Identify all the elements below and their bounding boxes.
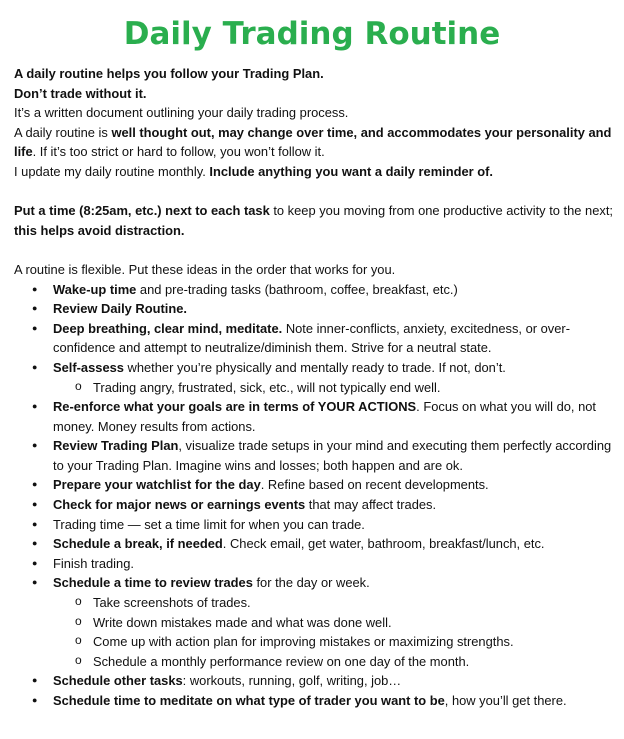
list-item-text: : workouts, running, golf, writing, job… xyxy=(182,673,402,689)
list-item-bold: Check for major news or earnings events xyxy=(53,497,306,513)
list-item xyxy=(14,534,618,554)
sub-list-item: o Schedule a monthly performance review on one day of the month. xyxy=(53,652,618,672)
sub-list-item: o Write down mistakes made and what was done well. xyxy=(53,613,618,633)
intro-line-5-b: Include anything you want a daily reminder of. xyxy=(209,163,494,179)
routine-list xyxy=(14,280,618,711)
list-item xyxy=(14,280,618,300)
sub-list xyxy=(53,593,618,671)
list-item-bold: Deep breathing, clear mind, meditate. xyxy=(53,320,283,336)
time-note-b: to keep you moving from one productive activity to the next; xyxy=(269,203,613,219)
list-item xyxy=(14,397,618,436)
list-item xyxy=(14,495,618,515)
intro-line-2: Don’t trade without it. xyxy=(14,85,147,101)
list-item-text: , how you’ll get there. xyxy=(444,693,567,708)
time-note-a: Put a time (8:25am, etc.) next to each task xyxy=(14,203,270,219)
list-item xyxy=(14,515,618,535)
list-item-bold: Schedule other tasks xyxy=(53,673,183,689)
sub-list-item: o Take screenshots of trades. xyxy=(53,593,618,613)
intro-line-5-a: I update my daily routine monthly. xyxy=(14,163,210,179)
time-note-c: this helps avoid distraction. xyxy=(14,222,185,238)
intro-line-4-a: A daily routine is xyxy=(14,124,112,140)
list-item-text: . Check email, get water, bathroom, breakfast/lunch, etc. xyxy=(222,536,545,552)
sub-list-item: o Trading angry, frustrated, sick, etc., will not typically end well. xyxy=(53,378,618,398)
intro-line-1: A daily routine helps you follow your Trading Plan. xyxy=(14,66,324,81)
list-item xyxy=(14,319,618,358)
list-item-text: . Refine based on recent developments. xyxy=(260,477,489,493)
list-item xyxy=(14,573,618,671)
list-item-text: . Focus on what you will do, not money. Money results from actions. xyxy=(53,399,597,434)
page-title: Daily Trading Routine xyxy=(123,16,501,52)
document-body xyxy=(14,64,618,711)
sub-list xyxy=(53,378,618,398)
list-item xyxy=(14,671,618,691)
list-item-bold: Self-assess xyxy=(53,359,124,375)
list-item-text: and pre-trading tasks (bathroom, coffee, breakfast, etc.) xyxy=(136,281,458,297)
list-item-bold: Wake-up time xyxy=(53,281,137,297)
flex-note: A routine is flexible. Put these ideas in the order that works for you. xyxy=(14,261,396,277)
intro-line-4 xyxy=(14,123,618,162)
list-item-bold: Re-enforce what your goals are in terms of YOUR ACTIONS xyxy=(53,399,417,415)
list-item xyxy=(14,436,618,475)
intro-line-4-c: . If it’s too strict or hard to follow, you won’t follow it. xyxy=(32,144,325,160)
list-item-text: Note inner-conflicts, anxiety, excitedness, or over-confidence and attempt to neutralize/diminish them. Strive for a neutral state. xyxy=(53,320,571,356)
list-item-bold: Review Trading Plan xyxy=(53,438,179,454)
intro-line-5 xyxy=(14,162,618,182)
intro-line-3: It’s a written document outlining your daily trading process. xyxy=(14,105,349,121)
list-item xyxy=(14,691,618,711)
list-item-bold: Prepare your watchlist for the day xyxy=(53,477,261,493)
list-item-bold: Schedule a time to review trades xyxy=(53,575,253,591)
list-item-text: that may affect trades. xyxy=(305,497,437,513)
list-item-bold: Schedule a break, if needed xyxy=(53,536,223,552)
time-note xyxy=(14,201,618,240)
list-item-text: Trading time — set a time limit for when you can trade. xyxy=(53,516,365,532)
list-item-text: for the day or week. xyxy=(252,575,370,591)
list-item-bold: Schedule time to meditate on what type of trader you want to be xyxy=(53,693,445,708)
list-item xyxy=(14,299,618,319)
list-item-text: whether you’re physically and mentally ready to trade. If not, don’t. xyxy=(123,359,506,375)
list-item-text: Finish trading. xyxy=(53,555,134,571)
list-item xyxy=(14,475,618,495)
sub-list-item: o Come up with action plan for improving mistakes or maximizing strengths. xyxy=(53,632,618,652)
list-item-bold: Review Daily Routine. xyxy=(53,301,187,317)
list-item xyxy=(14,358,618,397)
list-item-text: , visualize trade setups in your mind and executing them perfectly according to your Trading Plan. Imagine wins and losses; both happen and are ok. xyxy=(53,438,612,473)
list-item xyxy=(14,554,618,574)
intro-line-4-b: well thought out, may change over time, and accommodates your personality and life xyxy=(14,124,612,160)
